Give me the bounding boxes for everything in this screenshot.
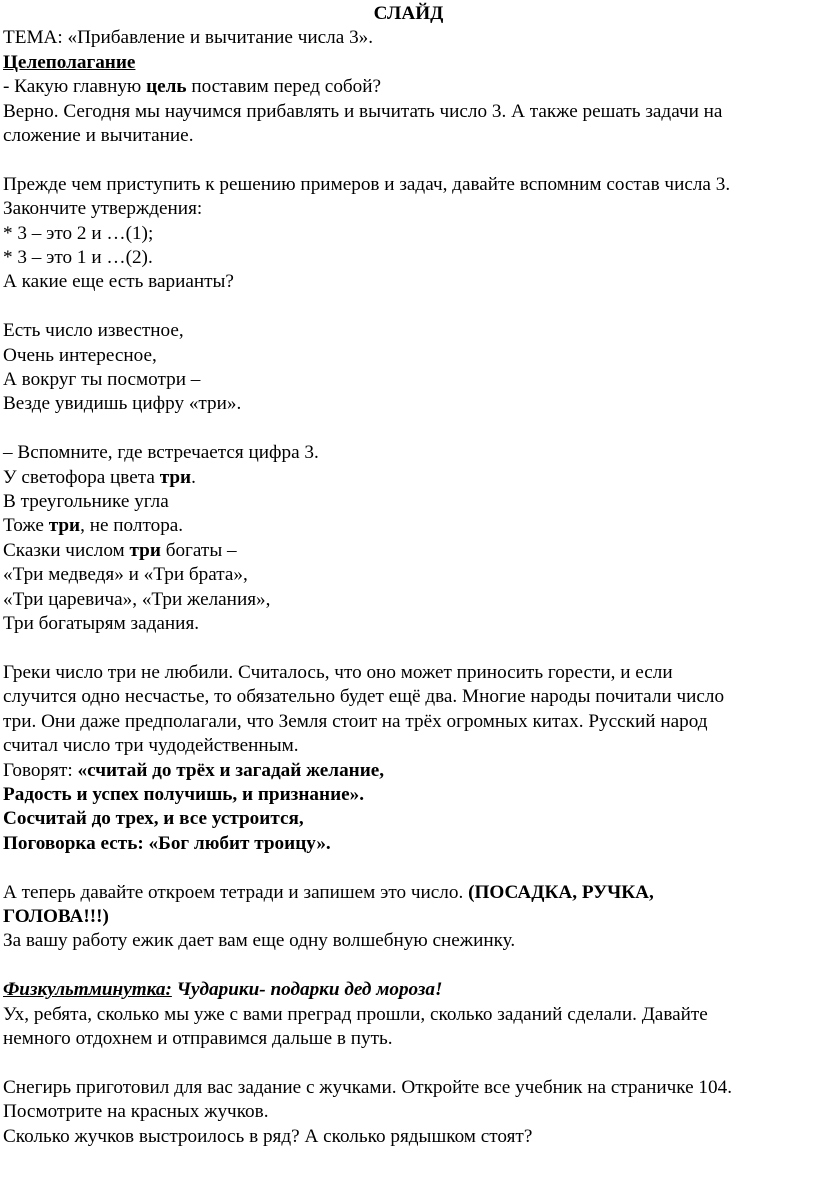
- fizminutka-line-2: немного отдохнем и отправимся дальше в путь.: [3, 1027, 393, 1049]
- intro-line-1: Верно. Сегодня мы научимся прибавлять и вычитать число 3. А также решать задачи на: [3, 100, 723, 122]
- topic-line: ТЕМА: «Прибавление и вычитание числа 3».: [3, 27, 374, 49]
- greeks-line-2: случится одно несчастье, то обязательно будет ещё два. Многие народы почитали число: [3, 686, 725, 708]
- poem2-line-4-post: , не полтора.: [80, 515, 184, 537]
- blank-line: [3, 417, 814, 441]
- saying-line-4: Поговорка есть: «Бог любит троицу».: [3, 832, 331, 854]
- poem2-line-3: В треугольнике угла: [3, 491, 169, 513]
- goal-question: [3, 75, 814, 99]
- saying-line-1-pre: Говорят:: [3, 759, 78, 781]
- poem2-line-4: [3, 514, 814, 538]
- poem2-line-4-pre: Тоже: [3, 515, 49, 537]
- task-line-1: Снегирь приготовил для вас задание с жучками. Откройте все учебник на страничке 104.: [3, 1076, 732, 1098]
- poem1-line-3: А вокруг ты посмотри –: [3, 369, 201, 391]
- composition-line-5: А какие еще есть варианты?: [3, 271, 234, 293]
- saying-line-1: [3, 759, 814, 783]
- saying-line-3: Сосчитай до трех, и все устроится,: [3, 808, 304, 830]
- saying-line-2: Радость и успех получишь, и признание».: [3, 783, 365, 805]
- poem2-line-8: Три богатырям задания.: [3, 613, 200, 635]
- fizminutka-heading: [3, 978, 814, 1002]
- notebook-line-1-pre: А теперь давайте откроем тетради и запишем это число.: [3, 881, 469, 903]
- blank-line: [3, 1051, 814, 1075]
- notebook-line-1-bold: (ПОСАДКА, РУЧКА,: [468, 881, 654, 903]
- notebook-line-2: ГОЛОВА!!!): [3, 905, 109, 927]
- greeks-line-1: Греки число три не любили. Считалось, что оно может приносить горести, и если: [3, 661, 673, 683]
- poem2-line-1: – Вспомните, где встречается цифра 3.: [3, 442, 319, 464]
- task-line-3: Сколько жучков выстроилось в ряд? А сколько рядышком стоят?: [3, 1125, 533, 1147]
- notebook-line-1: [3, 881, 814, 905]
- poem1-line-1: Есть число известное,: [3, 320, 184, 342]
- greeks-line-4: считал число три чудодейственным.: [3, 735, 299, 757]
- poem2-line-2-pre: У светофора цвета: [3, 466, 160, 488]
- blank-line: [3, 295, 814, 319]
- poem1-line-4: Везде увидишь цифру «три».: [3, 393, 242, 415]
- notebook-line-3: За вашу работу ежик дает вам еще одну волшебную снежинку.: [3, 930, 516, 952]
- poem2-line-6: «Три медведя» и «Три брата»,: [3, 564, 248, 586]
- goal-question-bold: цель: [146, 76, 187, 98]
- composition-line-4: * 3 – это 1 и …(2).: [3, 247, 153, 269]
- poem2-line-7: «Три царевича», «Три желания»,: [3, 588, 271, 610]
- blank-line: [3, 637, 814, 661]
- blank-line: [3, 148, 814, 172]
- greeks-line-3: три. Они даже предполагали, что Земля стоит на трёх огромных китах. Русский народ: [3, 710, 708, 732]
- composition-line-2: Закончите утверждения:: [3, 198, 203, 220]
- fizminutka-label: Физкультминутка:: [3, 979, 172, 1001]
- intro-line-2: сложение и вычитание.: [3, 125, 194, 147]
- poem2-line-4-bold: три: [48, 515, 81, 537]
- poem2-line-5-bold: три: [129, 539, 161, 561]
- fizminutka-title: Чударики- подарки дед мороза!: [171, 979, 443, 1001]
- task-line-2: Посмотрите на красных жучков.: [3, 1101, 269, 1123]
- fizminutka-line-1: Ух, ребята, сколько мы уже с вами преград прошли, сколько заданий сделали. Давайте: [3, 1003, 708, 1025]
- goal-question-post: поставим перед собой?: [186, 76, 382, 98]
- composition-line-3: * 3 – это 2 и …(1);: [3, 222, 154, 244]
- poem2-line-5: [3, 539, 814, 563]
- blank-line: [3, 954, 814, 978]
- poem2-line-5-pre: Сказки числом: [3, 539, 130, 561]
- poem2-line-2-bold: три: [159, 466, 192, 488]
- poem2-line-2: [3, 466, 814, 490]
- saying-line-1-bold: «считай до трёх и загадай желание,: [77, 759, 385, 781]
- goal-heading: Целеполагание: [3, 51, 136, 73]
- goal-question-pre: - Какую главную: [3, 76, 147, 98]
- composition-line-1: Прежде чем приступить к решению примеров и задач, давайте вспомним состав числа 3.: [3, 173, 731, 195]
- poem1-line-2: Очень интересное,: [3, 344, 157, 366]
- blank-line: [3, 856, 814, 880]
- poem2-line-5-post: богаты –: [160, 539, 237, 561]
- poem2-line-2-post: .: [191, 466, 196, 488]
- slide-title: СЛАЙД: [373, 3, 444, 24]
